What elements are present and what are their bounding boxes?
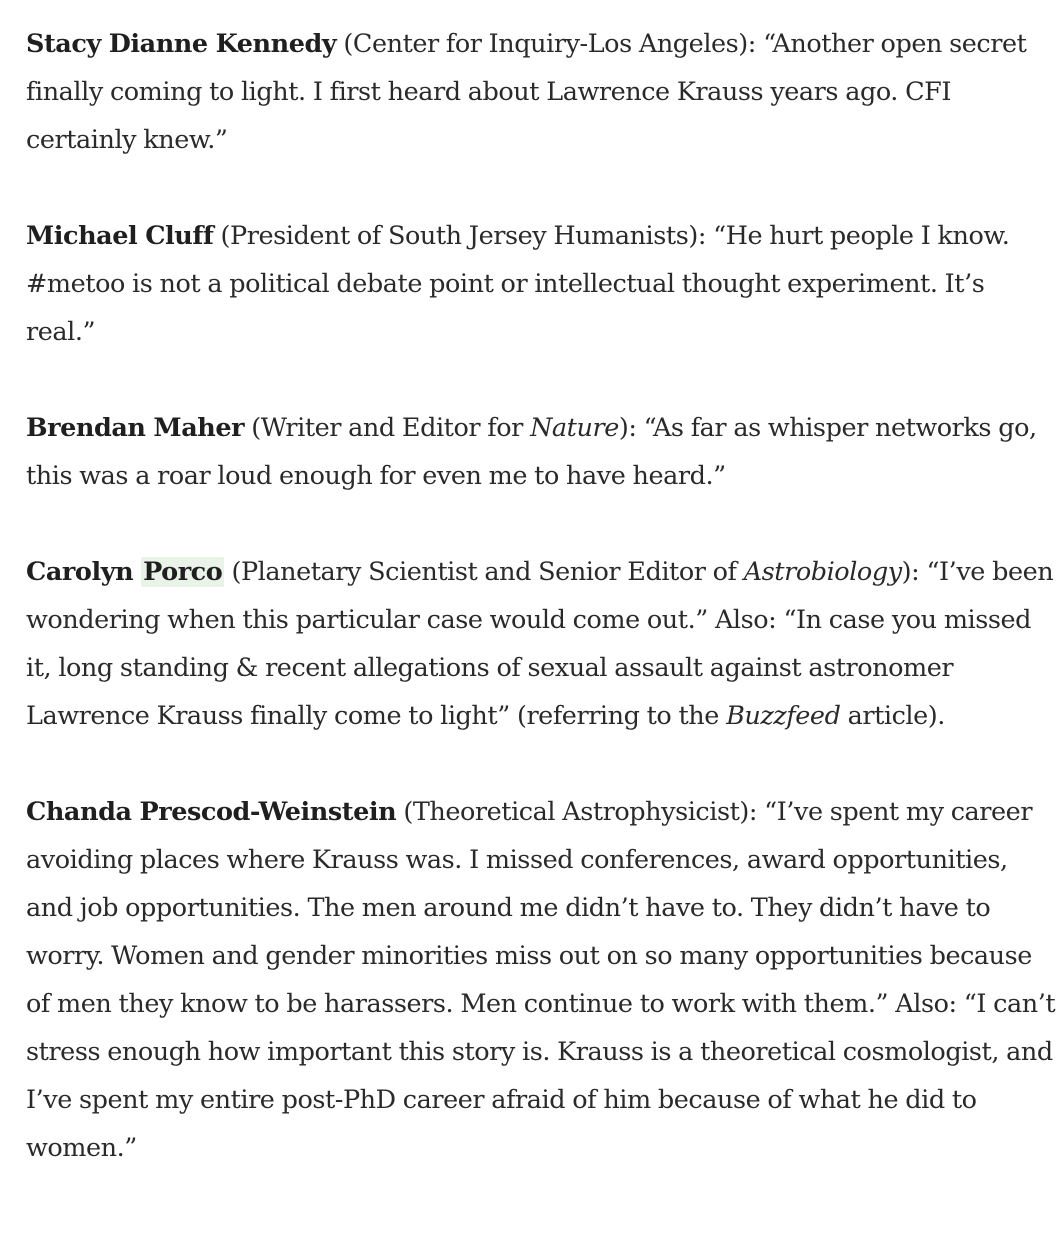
quote-text: (Theoretical Astrophysicist): “I’ve spent my career avoiding places where Krauss was. I missed conferences, award opportunities, and job opportunities. The men around me didn’t have to. They didn’t have to worry. Women and gender minorities miss out on so many opportunities because of men they know to be harassers. Men continue to work with them.” Also: “I can’t stress enough how important this story is. Krauss is a theoretical cosmologist, and I’ve spent my entire post-PhD career afraid of him because of what he did to women.” bbox=[26, 797, 1056, 1163]
speaker-name: Chanda Prescod-Weinstein bbox=[26, 797, 397, 827]
quote-text-pre: (Writer and Editor for bbox=[244, 413, 531, 443]
quote-text-post: article). bbox=[840, 701, 945, 731]
article-body bbox=[26, 20, 1056, 1220]
speaker-name: Stacy Dianne Kennedy bbox=[26, 29, 337, 59]
quote-text-post: ): “As far as whisper networks go, this was a roar loud enough for even me to have heard.” bbox=[26, 413, 1037, 491]
publication-name: Astrobiology bbox=[743, 557, 902, 587]
quote-text-pre: (Planetary Scientist and Senior Editor of bbox=[224, 557, 744, 587]
speaker-name: Michael Cluff bbox=[26, 221, 214, 251]
speaker-first-name: Carolyn bbox=[26, 557, 134, 587]
highlighted-surname[interactable]: Porco bbox=[143, 557, 223, 587]
quote-maher bbox=[26, 404, 1056, 500]
quote-kennedy bbox=[26, 20, 1056, 164]
quote-prescod-weinstein bbox=[26, 788, 1056, 1172]
speaker-name: Brendan Maher bbox=[26, 413, 245, 443]
quote-porco bbox=[26, 548, 1056, 740]
quote-text-mid: ): “I’ve been wondering when this particular case would come out.” Also: “In case you missed it, long standing & recent allegations of sexual assault against astronomer Lawrence Krauss finally come to light” (referring to the bbox=[26, 557, 1054, 731]
quote-cluff bbox=[26, 212, 1056, 356]
speaker-name bbox=[26, 557, 224, 587]
quote-text: (Center for Inquiry-Los Angeles): “Another open secret finally coming to light. I first heard about Lawrence Krauss years ago. CFI certainly knew.” bbox=[26, 29, 1027, 155]
quote-text: (President of South Jersey Humanists): “He hurt people I know. #metoo is not a political debate point or intellectual thought experiment. It’s real.” bbox=[26, 221, 1010, 347]
publication-name-2: Buzzfeed bbox=[726, 701, 841, 731]
publication-name: Nature bbox=[530, 413, 619, 443]
